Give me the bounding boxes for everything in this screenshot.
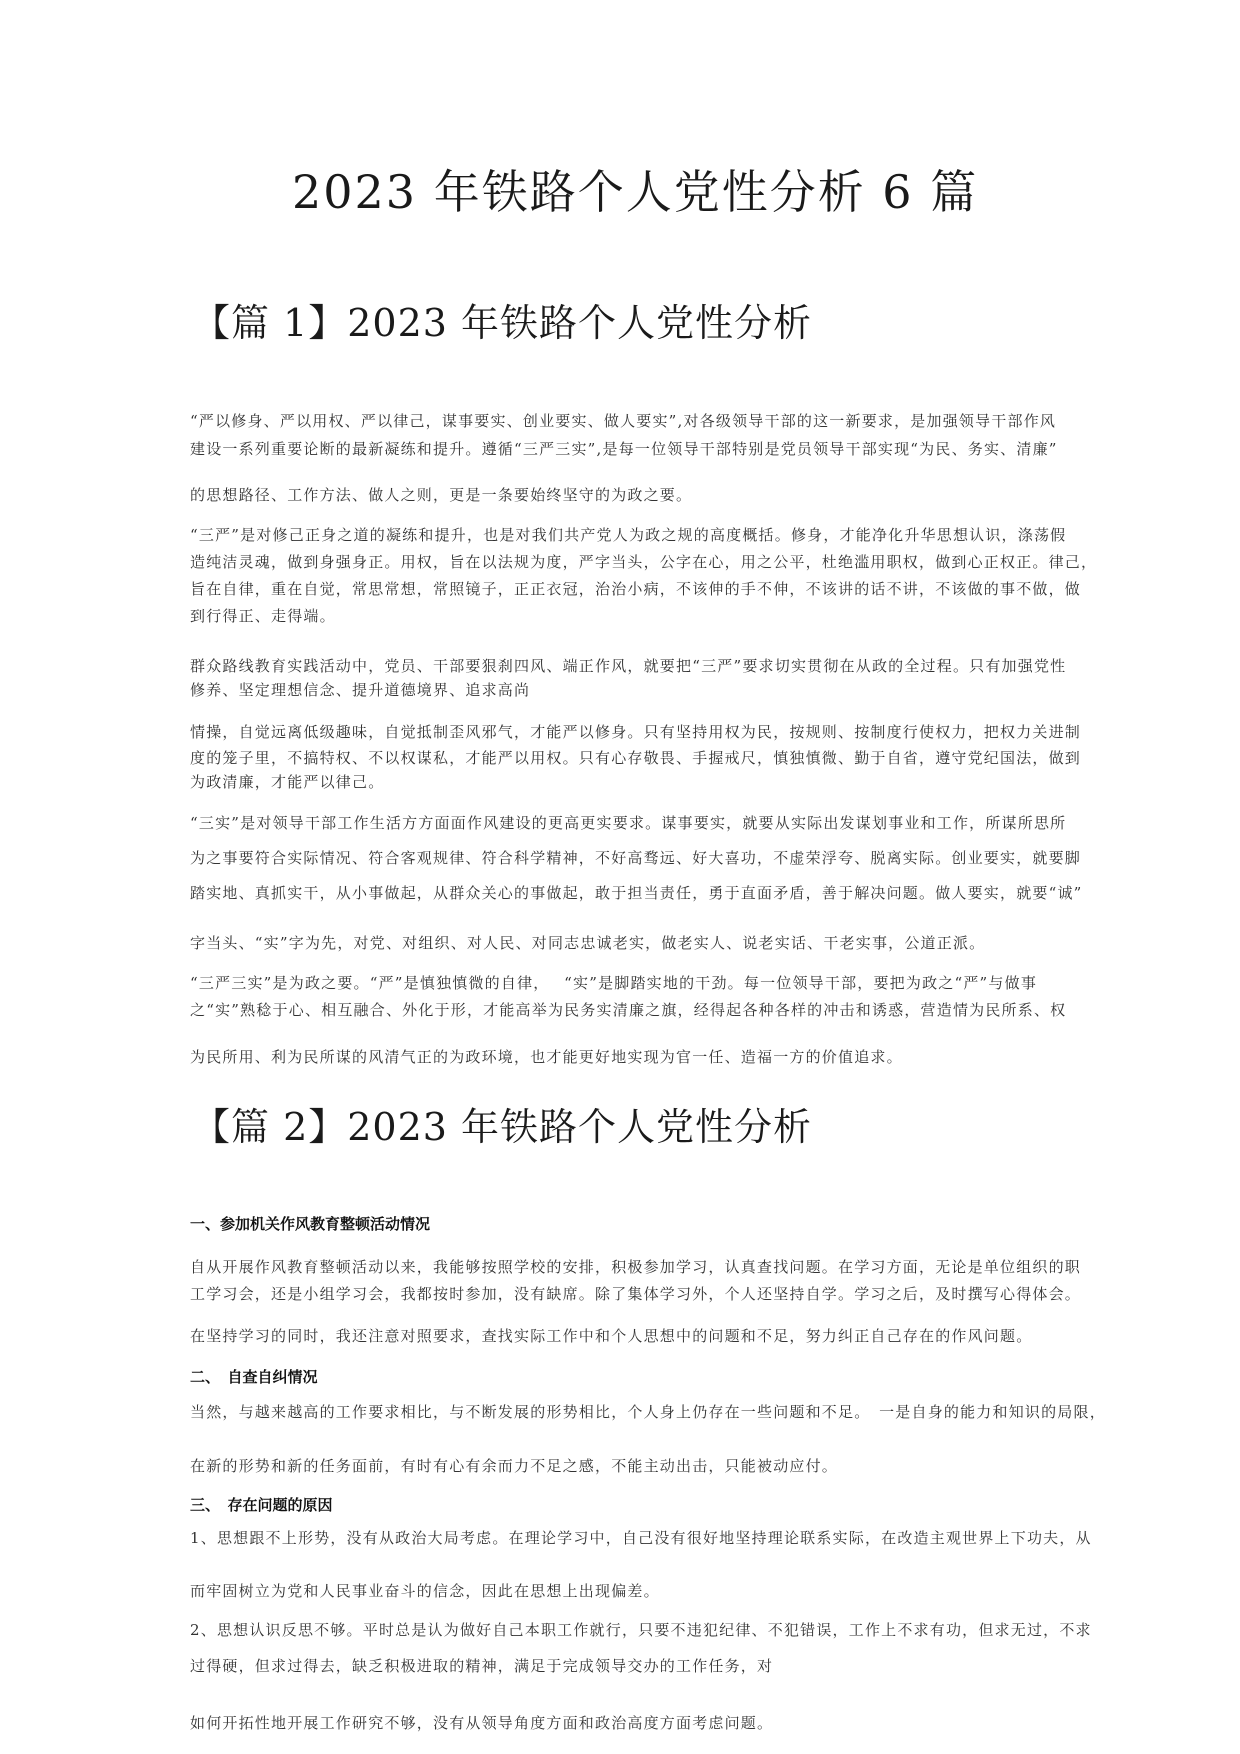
paragraph-line: 工学习会，还是小组学习会，我都按时参加，没有缺席。除了集体学习外，个人还坚持自学。学习之后，及时撰写心得体会。	[190, 1285, 1082, 1303]
subheading: 三、 存在问题的原因	[190, 1496, 333, 1514]
paragraph-line: 情操，自觉远离低级趣味，自觉抵制歪风邪气，才能严以修身。只有坚持用权为民，按规则、按制度行使权力，把权力关进制	[190, 723, 1082, 741]
paragraph-line: 2、思想认识反思不够。平时总是认为做好自己本职工作就行，只要不违犯纪律、不犯错误，工作上不求有功，但求无过，不求	[190, 1621, 1092, 1639]
section-2-heading: 【篇 2】2023 年铁路个人党性分析	[192, 1105, 813, 1149]
paragraph-line: 造纯洁灵魂，做到身强身正。用权，旨在以法规为度，严字当头，公字在心，用之公平，杜绝滥用职权，做到心正权正。律己，	[190, 553, 1098, 571]
document-title: 2023 年铁路个人党性分析 6 篇	[292, 165, 979, 219]
paragraph-line: “三严三实”是为政之要。“严”是慎独慎微的自律， “实”是脚踏实地的干劲。每一位领导干部，要把为政之“严”与做事	[190, 974, 1038, 992]
paragraph-line: 为政清廉，才能严以律己。	[190, 773, 385, 791]
paragraph-line: 如何开拓性地开展工作研究不够，没有从领导角度方面和政治高度方面考虑问题。	[190, 1714, 774, 1732]
subheading: 一、参加机关作风教育整顿活动情况	[190, 1215, 431, 1233]
paragraph-line: 度的笼子里，不搞特权、不以权谋私，才能严以用权。只有心存敬畏、手握戒尺，慎独慎微、勤于自省，遵守党纪国法，做到	[190, 749, 1082, 767]
paragraph-line: 群众路线教育实践活动中，党员、干部要狠刹四风、端正作风，就要把“三严”要求切实贯彻在从政的全过程。只有加强党性	[190, 657, 1067, 675]
paragraph-line: 为之事要符合实际情况、符合客观规律、符合科学精神，不好高骛远、好大喜功，不虚荣浮夸、脱离实际。创业要实，就要脚	[190, 849, 1082, 867]
paragraph-line: “三严”是对修己正身之道的凝练和提升，也是对我们共产党人为政之规的高度概括。修身，才能净化升华思想认识，涤荡假	[190, 526, 1067, 544]
paragraph-line: 踏实地、真抓实干，从小事做起，从群众关心的事做起，敢于担当责任，勇于直面矛盾，善于解决问题。做人要实，就要“诚”	[190, 884, 1083, 902]
paragraph-line: 字当头、“实”字为先，对党、对组织、对人民、对同志忠诚老实，做老实人、说老实话、干老实事，公道正派。	[190, 934, 986, 952]
paragraph-line: 在新的形势和新的任务面前，有时有心有余而力不足之感，不能主动出击，只能被动应付。	[190, 1457, 839, 1475]
paragraph-line: 旨在自律，重在自觉，常思常想，常照镜子，正正衣冠，治治小病，不该伸的手不伸，不该讲的话不讲，不该做的事不做，做	[190, 580, 1082, 598]
paragraph-line: 修养、坚定理想信念、提升道德境界、追求高尚	[190, 681, 531, 699]
paragraph-line: 到行得正、走得端。	[190, 607, 336, 625]
paragraph-line: 的思想路径、工作方法、做人之则，更是一条要始终坚守的为政之要。	[190, 486, 693, 504]
paragraph-line: 在坚持学习的同时，我还注意对照要求，查找实际工作中和个人思想中的问题和不足，努力纠正自己存在的作风问题。	[190, 1327, 1033, 1345]
paragraph-line: 而牢固树立为党和人民事业奋斗的信念，因此在思想上出现偏差。	[190, 1582, 660, 1600]
paragraph-line: 建设一系列重要论断的最新凝练和提升。遵循“三严三实”,是每一位领导干部特别是党员领导干部实现“为民、务实、清廉”	[190, 440, 1058, 458]
paragraph-line: 1、思想跟不上形势，没有从政治大局考虑。在理论学习中，自己没有很好地坚持理论联系实际，在改造主观世界上下功夫，从	[190, 1529, 1092, 1547]
paragraph-line: “严以修身、严以用权、严以律己，谋事要实、创业要实、做人要实”,对各级领导干部的这一新要求，是加强领导干部作风	[190, 412, 1057, 430]
paragraph-line: 为民所用、利为民所谋的风清气正的为政环境，也才能更好地实现为官一任、造福一方的价值追求。	[190, 1048, 903, 1066]
paragraph-line: 自从开展作风教育整顿活动以来，我能够按照学校的安排，积极参加学习，认真查找问题。在学习方面，无论是单位组织的职	[190, 1258, 1082, 1276]
paragraph-line: 当然，与越来越高的工作要求相比，与不断发展的形势相比，个人身上仍存在一些问题和不足。 一是自身的能力和知识的局限，	[190, 1403, 1106, 1421]
paragraph-line: 之“实”熟稔于心、相互融合、外化于形，才能高举为民务实清廉之旗，经得起各种各样的冲击和诱惑，营造情为民所系、权	[190, 1001, 1067, 1019]
paragraph-line: 过得硬，但求过得去，缺乏积极进取的精神，满足于完成领导交办的工作任务，对	[190, 1657, 774, 1675]
paragraph-line: “三实”是对领导干部工作生活方方面面作风建设的更高更实要求。谋事要实，就要从实际出发谋划事业和工作，所谋所思所	[190, 814, 1067, 832]
section-1-heading: 【篇 1】2023 年铁路个人党性分析	[192, 301, 813, 345]
subheading: 二、 自查自纠情况	[190, 1368, 318, 1386]
